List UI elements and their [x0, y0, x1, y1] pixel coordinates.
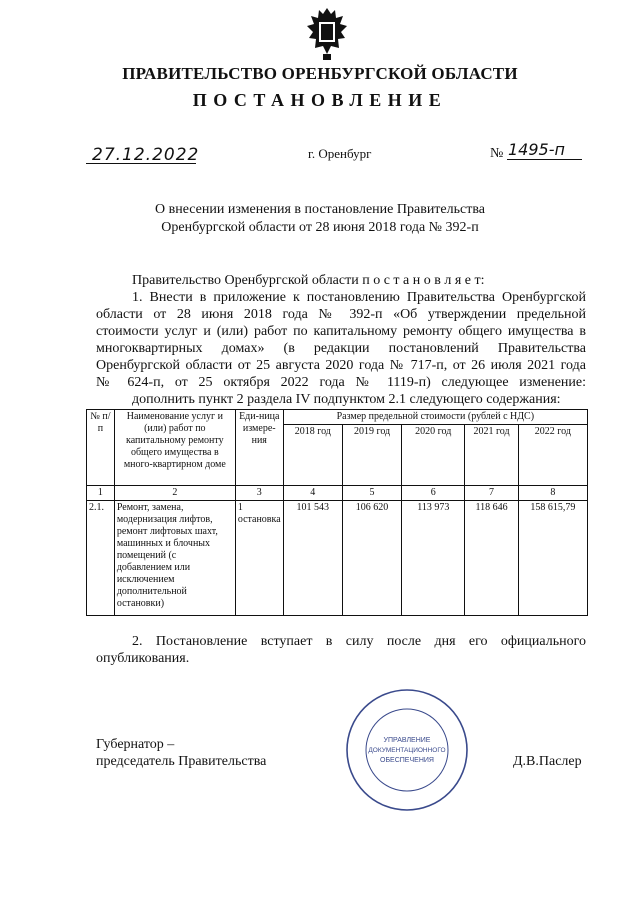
seal-center-line: ОБЕСПЕЧЕНИЯ [380, 757, 434, 764]
signatory-name: Д.В.Паслер [513, 754, 582, 769]
column-number: 5 [342, 486, 401, 501]
column-number: 1 [87, 486, 115, 501]
row-unit: 1 остановка [235, 501, 283, 616]
date-underline [86, 163, 196, 164]
row-name: Ремонт, замена, модернизация лифтов, ремонт лифтовых шахт, машинных и блочных помещений (с добавлением или исключением дополнительной остановки) [114, 501, 235, 616]
coat-of-arms-icon [305, 6, 349, 62]
column-number: 3 [235, 486, 283, 501]
item1-line: многоквартирных домах» (в редакции постановлений Правительства [96, 341, 586, 356]
item2-line: опубликования. [96, 651, 190, 666]
seal-center-line: УПРАВЛЕНИЕ [383, 737, 431, 744]
column-number: 6 [402, 486, 465, 501]
header-year: 2021 год [465, 425, 518, 486]
row-value: 158 615,79 [518, 501, 587, 616]
row-value: 113 973 [402, 501, 465, 616]
header-cost-group: Размер предельной стоимости (рублей с НДС) [283, 410, 587, 425]
subject-line: Оренбургской области от 28 июня 2018 года № 392-п [161, 220, 479, 235]
table-header-row [87, 410, 588, 425]
header-year: 2019 год [342, 425, 401, 486]
document-type: ПОСТАНОВЛЕНИЕ [192, 90, 448, 110]
document-number: 1495-п [508, 140, 565, 159]
number-label: № [490, 146, 504, 161]
cost-table [86, 409, 588, 616]
seal-center-line: ДОКУМЕНТАЦИОННОГО [368, 747, 446, 754]
column-number: 8 [518, 486, 587, 501]
item2-line: 2. Постановление вступает в силу после дня его официального [132, 634, 586, 649]
city: г. Оренбург [308, 146, 372, 161]
item1-line: стоимости услуг и (или) работ по капитальному ремонту общего имущества в [96, 324, 586, 339]
item1-line: 1. Внести в приложение к постановлению Правительства Оренбургской [132, 290, 586, 305]
signatory-title [96, 736, 266, 770]
government-title: ПРАВИТЕЛЬСТВО ОРЕНБУРГСКОЙ ОБЛАСТИ [122, 64, 518, 83]
row-value: 106 620 [342, 501, 401, 616]
header-name: Наименование услуг и (или) работ по капитальному ремонту общего имущества в много-квартирном доме [114, 410, 235, 486]
document-subject [0, 201, 640, 237]
round-seal-icon [345, 688, 469, 812]
subject-line: О внесении изменения в постановление Правительства [155, 202, 485, 217]
header-year: 2018 год [283, 425, 342, 486]
item1-line: № 624-п, от 25 октября 2022 года № 1119-п) следующее изменение: [96, 375, 586, 390]
body-text-2 [96, 633, 586, 667]
row-num: 2.1. [87, 501, 115, 616]
column-number: 2 [114, 486, 235, 501]
row-value: 118 646 [465, 501, 518, 616]
signatory-title-line: председатель Правительства [96, 754, 267, 769]
table-column-numbers-row [87, 486, 588, 501]
item1-line: области от 28 июня 2018 года № 392-п «Об утверждении предельной [96, 307, 586, 322]
signatory-title-line: Губернатор – [96, 737, 175, 752]
table-row [87, 501, 588, 616]
intro-line: Правительство Оренбургской области п о с т а н о в л я е т: [132, 273, 485, 288]
document-date: 27.12.2022 [92, 145, 200, 165]
row-value: 101 543 [283, 501, 342, 616]
body-text [96, 272, 586, 408]
header-year: 2022 год [518, 425, 587, 486]
column-number: 7 [465, 486, 518, 501]
header-unit: Еди-ница измере-ния [235, 410, 283, 486]
item1-line: дополнить пункт 2 раздела IV подпунктом 2.1 следующего содержания: [132, 392, 561, 407]
header-year: 2020 год [402, 425, 465, 486]
item1-line: Оренбургской области от 25 августа 2020 года № 717-п, от 26 июля 2021 года [96, 358, 586, 373]
column-number: 4 [283, 486, 342, 501]
number-underline [507, 159, 582, 160]
header-num: № п/п [87, 410, 115, 486]
